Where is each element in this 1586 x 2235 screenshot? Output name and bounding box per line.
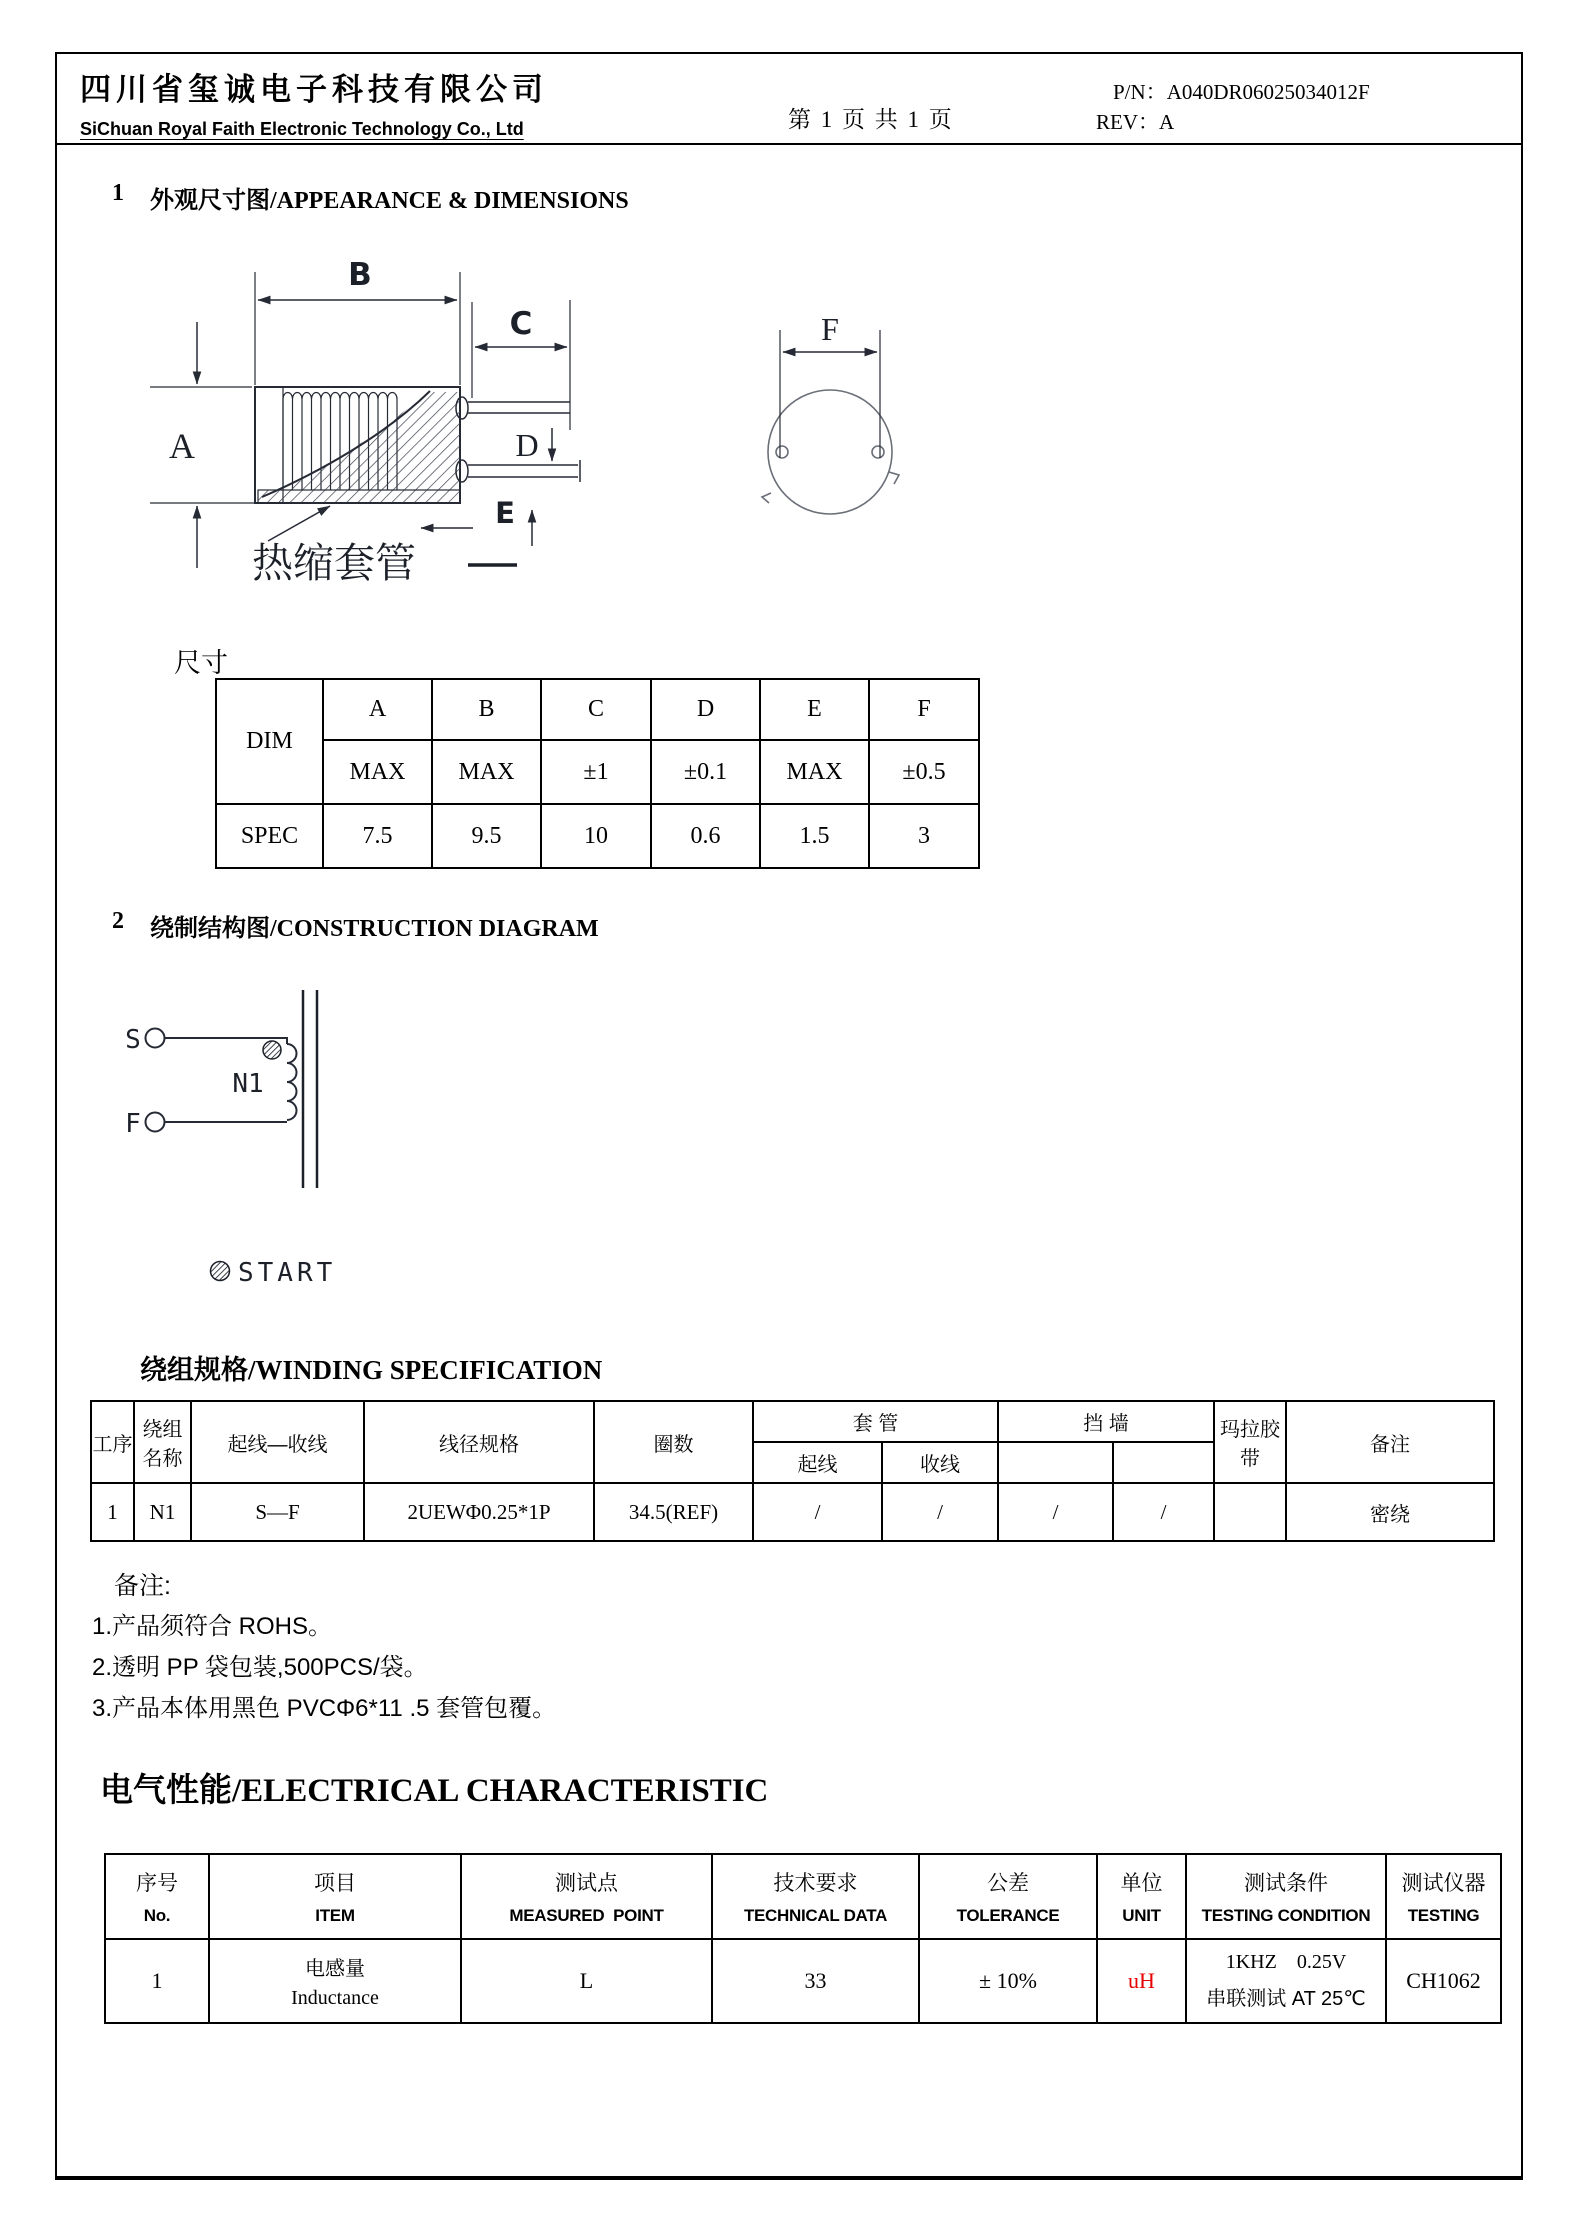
dim-col-header: E xyxy=(760,679,869,740)
note-item-2: 2.透明 PP 袋包装,500PCS/袋。 xyxy=(92,1654,428,1681)
dim-spec-value: 3 xyxy=(869,804,979,868)
winding-spec-table xyxy=(90,1400,1495,1542)
elec-header-item: 项目 ITEM xyxy=(209,1854,461,1939)
col-header-tube: 套 管 xyxy=(753,1401,998,1442)
col-header-winding-name: 绕组名称 xyxy=(134,1401,191,1483)
col-header-wall-sub2 xyxy=(1113,1442,1214,1483)
terminal-f-label: F xyxy=(125,1109,141,1139)
col-header-tube-start: 起线 xyxy=(753,1442,882,1483)
winding-row-wall1: / xyxy=(998,1483,1113,1541)
elec-row-testing: CH1062 xyxy=(1386,1939,1501,2023)
elec-row-unit: uH xyxy=(1097,1939,1186,2023)
winding-row-wire-spec: 2UEWΦ0.25*1P xyxy=(364,1483,594,1541)
winding-row-remark: 密绕 xyxy=(1286,1483,1494,1541)
dimension-c xyxy=(472,300,570,430)
elec-header-tolerance: 公差 TOLERANCE xyxy=(919,1854,1097,1939)
coil-symbol xyxy=(287,1044,297,1120)
dim-spec-value: 10 xyxy=(541,804,651,868)
start-legend xyxy=(211,1258,337,1288)
dimension-table xyxy=(215,678,980,869)
company-name-en: SiChuan Royal Faith Electronic Technology Co., Ltd xyxy=(80,119,524,139)
elec-header-testing-condition: 测试条件 TESTING CONDITION xyxy=(1186,1854,1386,1939)
dim-col-header: C xyxy=(541,679,651,740)
section2-title: 绕制结构图/CONSTRUCTION DIAGRAM xyxy=(150,916,599,942)
section1-title: 外观尺寸图/APPEARANCE & DIMENSIONS xyxy=(150,188,629,214)
dim-tolerance: MAX xyxy=(432,740,541,804)
dimension-d xyxy=(515,427,552,463)
winding-n1-label: N1 xyxy=(232,1069,264,1099)
dim-label-f: F xyxy=(821,311,839,347)
appearance-drawing xyxy=(110,235,940,625)
heat-shrink-label: 热缩套管 xyxy=(252,540,416,586)
winding-spec-title: 绕组规格/WINDING SPECIFICATION xyxy=(140,1355,603,1385)
heat-shrink-callout xyxy=(252,506,416,586)
dim-tolerance: ±0.1 xyxy=(651,740,760,804)
bottom-flange-hatched xyxy=(258,490,460,503)
dim-spec-label: SPEC xyxy=(216,804,323,868)
pn-label: P/N： xyxy=(1113,80,1167,104)
electrical-title: 电气性能/ELECTRICAL CHARACTERISTIC xyxy=(100,1773,769,1809)
notes-title: 备注: xyxy=(114,1572,171,1600)
elec-header-measured-point: 测试点 MEASURED POINT xyxy=(461,1854,712,1939)
col-header-wire-spec: 线径规格 xyxy=(364,1401,594,1483)
elec-header-no: 序号 No. xyxy=(105,1854,209,1939)
dim-label-a: A xyxy=(169,426,195,466)
elec-row-item: 电感量 Inductance xyxy=(209,1939,461,2023)
terminal-s xyxy=(146,1029,165,1048)
elec-row-no: 1 xyxy=(105,1939,209,2023)
dim-spec-value: 7.5 xyxy=(323,804,432,868)
dim-label-c: C xyxy=(509,306,533,342)
dim-tolerance: ±1 xyxy=(541,740,651,804)
elec-row-tolerance: ± 10% xyxy=(919,1939,1097,2023)
section1-number: 1 xyxy=(112,180,124,206)
col-header-process: 工序 xyxy=(91,1401,134,1483)
pin-right xyxy=(872,446,884,458)
dim-col-header: A xyxy=(323,679,432,740)
rev-label: REV： xyxy=(1096,110,1159,134)
electrical-table xyxy=(104,1853,1502,2024)
construction-diagram xyxy=(100,958,460,1293)
inductor-end-view xyxy=(762,311,899,514)
elec-row-measured-point: L xyxy=(461,1939,712,2023)
winding-schematic xyxy=(125,990,317,1188)
col-header-wall: 挡 墙 xyxy=(998,1401,1214,1442)
elec-row-condition: 1KHZ 0.25V 串联测试 AT 25℃ xyxy=(1186,1939,1386,2023)
note-item-1: 1.产品须符合 ROHS。 xyxy=(92,1613,333,1640)
company-name-cn: 四川省玺诚电子科技有限公司 xyxy=(80,72,548,107)
col-header-mylar-tape: 玛拉胶带 xyxy=(1214,1401,1286,1483)
winding-row-name: N1 xyxy=(134,1483,191,1541)
elec-header-testing: 测试仪器 TESTING xyxy=(1386,1854,1501,1939)
dim-tolerance: MAX xyxy=(323,740,432,804)
terminal-f xyxy=(146,1113,165,1132)
start-dot-icon xyxy=(211,1262,230,1281)
part-number xyxy=(1113,76,1370,106)
winding-row-tube-finish: / xyxy=(882,1483,998,1541)
winding-row-wall2: / xyxy=(1113,1483,1214,1541)
winding-row-tape xyxy=(1214,1483,1286,1541)
winding-start-dot xyxy=(263,1041,281,1059)
dim-tolerance: MAX xyxy=(760,740,869,804)
winding-row-start-finish: S—F xyxy=(191,1483,364,1541)
winding-row-process: 1 xyxy=(91,1483,134,1541)
col-header-wall-sub1 xyxy=(998,1442,1113,1483)
dimension-e xyxy=(421,496,532,565)
dim-table-caption: 尺寸 xyxy=(174,648,228,678)
dim-col-header: B xyxy=(432,679,541,740)
col-header-remark: 备注 xyxy=(1286,1401,1494,1483)
col-header-turns: 圈数 xyxy=(594,1401,753,1483)
dim-label-e: E xyxy=(495,496,515,530)
dimension-b xyxy=(255,257,460,385)
dimension-a xyxy=(150,322,290,568)
revision xyxy=(1096,106,1174,136)
pin-left xyxy=(776,446,788,458)
dim-label-d: D xyxy=(515,427,539,463)
header-divider xyxy=(55,143,1523,145)
rev-value: A xyxy=(1159,110,1175,134)
terminal-s-label: S xyxy=(125,1025,141,1055)
elec-row-technical-data: 33 xyxy=(712,1939,919,2023)
note-item-3: 3.产品本体用黑色 PVCΦ6*11 .5 套管包覆。 xyxy=(92,1695,557,1722)
elec-header-unit: 单位 UNIT xyxy=(1097,1854,1186,1939)
dim-spec-value: 1.5 xyxy=(760,804,869,868)
page-count: 第 1 页 共 1 页 xyxy=(788,107,954,132)
dim-spec-value: 9.5 xyxy=(432,804,541,868)
section2-number: 2 xyxy=(112,908,124,934)
dim-tolerance: ±0.5 xyxy=(869,740,979,804)
winding-row-turns: 34.5(REF) xyxy=(594,1483,753,1541)
elec-header-technical-data: 技术要求 TECHNICAL DATA xyxy=(712,1854,919,1939)
start-legend-label: START xyxy=(238,1258,337,1288)
col-header-start-finish: 起线—收线 xyxy=(191,1401,364,1483)
dim-spec-value: 0.6 xyxy=(651,804,760,868)
dim-corner-cell: DIM xyxy=(216,679,323,804)
dim-col-header: F xyxy=(869,679,979,740)
col-header-tube-finish: 收线 xyxy=(882,1442,998,1483)
winding-row-tube-start: / xyxy=(753,1483,882,1541)
dim-col-header: D xyxy=(651,679,760,740)
pn-value: A040DR06025034012F xyxy=(1166,80,1370,104)
dim-label-b: B xyxy=(348,257,372,293)
